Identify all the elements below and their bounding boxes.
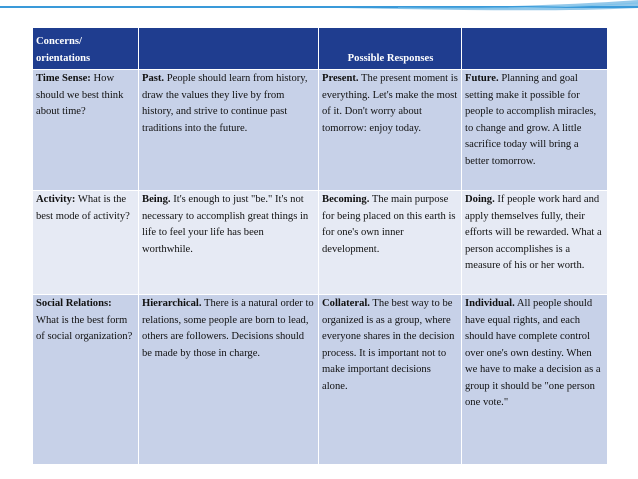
response-cell	[139, 295, 319, 465]
response-term: Doing.	[465, 194, 495, 205]
response-term: Collateral.	[322, 298, 370, 309]
response-term: Individual.	[465, 298, 515, 309]
response-text: It's enough to just "be." It's not necessary to accomplish great things in life to feel your life has been worthwhile.	[142, 194, 309, 255]
concerns-header: Concerns/ orientations	[33, 28, 139, 70]
response-text: All people should have equal rights, and each should have complete control over one's own destiny. When we have to make a decision as a group it should be "one person one vote."	[465, 298, 601, 408]
concern-text: What is the best form of social organization?	[36, 314, 133, 342]
response-text: People should learn from history, draw the values they live by from history, and strive to continue past traditions into the future.	[142, 73, 308, 134]
response-term: Present.	[322, 73, 359, 84]
concern-cell	[33, 70, 139, 191]
response-cell	[319, 70, 462, 191]
response-text: If people work hard and apply themselves fully, their efforts will be rewarded. What a person accomplishes is a measure of his or her worth.	[465, 194, 602, 271]
table-row-activity	[33, 191, 608, 295]
response-term: Becoming.	[322, 194, 370, 205]
response-text: There is a natural order to relations, some people are born to lead, others are followers. Decisions should be made by those in charge.	[142, 298, 314, 359]
value-orientations-table	[32, 27, 608, 465]
response-term: Future.	[465, 73, 499, 84]
concern-title: Time Sense:	[36, 73, 91, 84]
response-text: The present moment is everything. Let's make the most of it. Don't worry about tomorrow: enjoy today.	[322, 73, 458, 134]
header-row	[33, 28, 608, 70]
concern-cell	[33, 295, 139, 465]
response-text: The main purpose for being placed on this earth is for one's own inner development.	[322, 194, 456, 255]
response-cell	[319, 295, 462, 465]
corner-swoosh-decoration	[338, 0, 638, 30]
response-term: Being.	[142, 194, 171, 205]
response-cell	[462, 191, 608, 295]
response-cell	[319, 191, 462, 295]
responses-header: Possible Responses	[319, 28, 462, 70]
response-text: Planning and goal setting make it possible for people to accomplish miracles, to change and grow. A little sacrifice today will bring a better tomorrow.	[465, 73, 597, 167]
response-cell	[139, 70, 319, 191]
concern-text: What is the best mode of activity?	[36, 194, 130, 222]
response-term: Hierarchical.	[142, 298, 202, 309]
response-text: The best way to be organized is as a group, where everyone shares in the decision process. It is important not to make important decisions alone.	[322, 298, 455, 392]
header-blank-1	[139, 28, 319, 70]
concern-title: Activity:	[36, 194, 76, 205]
response-term: Past.	[142, 73, 165, 84]
response-cell	[462, 295, 608, 465]
response-cell	[139, 191, 319, 295]
concern-title: Social Relations:	[36, 298, 112, 309]
header-blank-2	[462, 28, 608, 70]
response-cell	[462, 70, 608, 191]
table-row-social-relations	[33, 295, 608, 465]
concern-text: How should we best think about time?	[36, 73, 124, 117]
concern-cell	[33, 191, 139, 295]
table-row-time-sense	[33, 70, 608, 191]
